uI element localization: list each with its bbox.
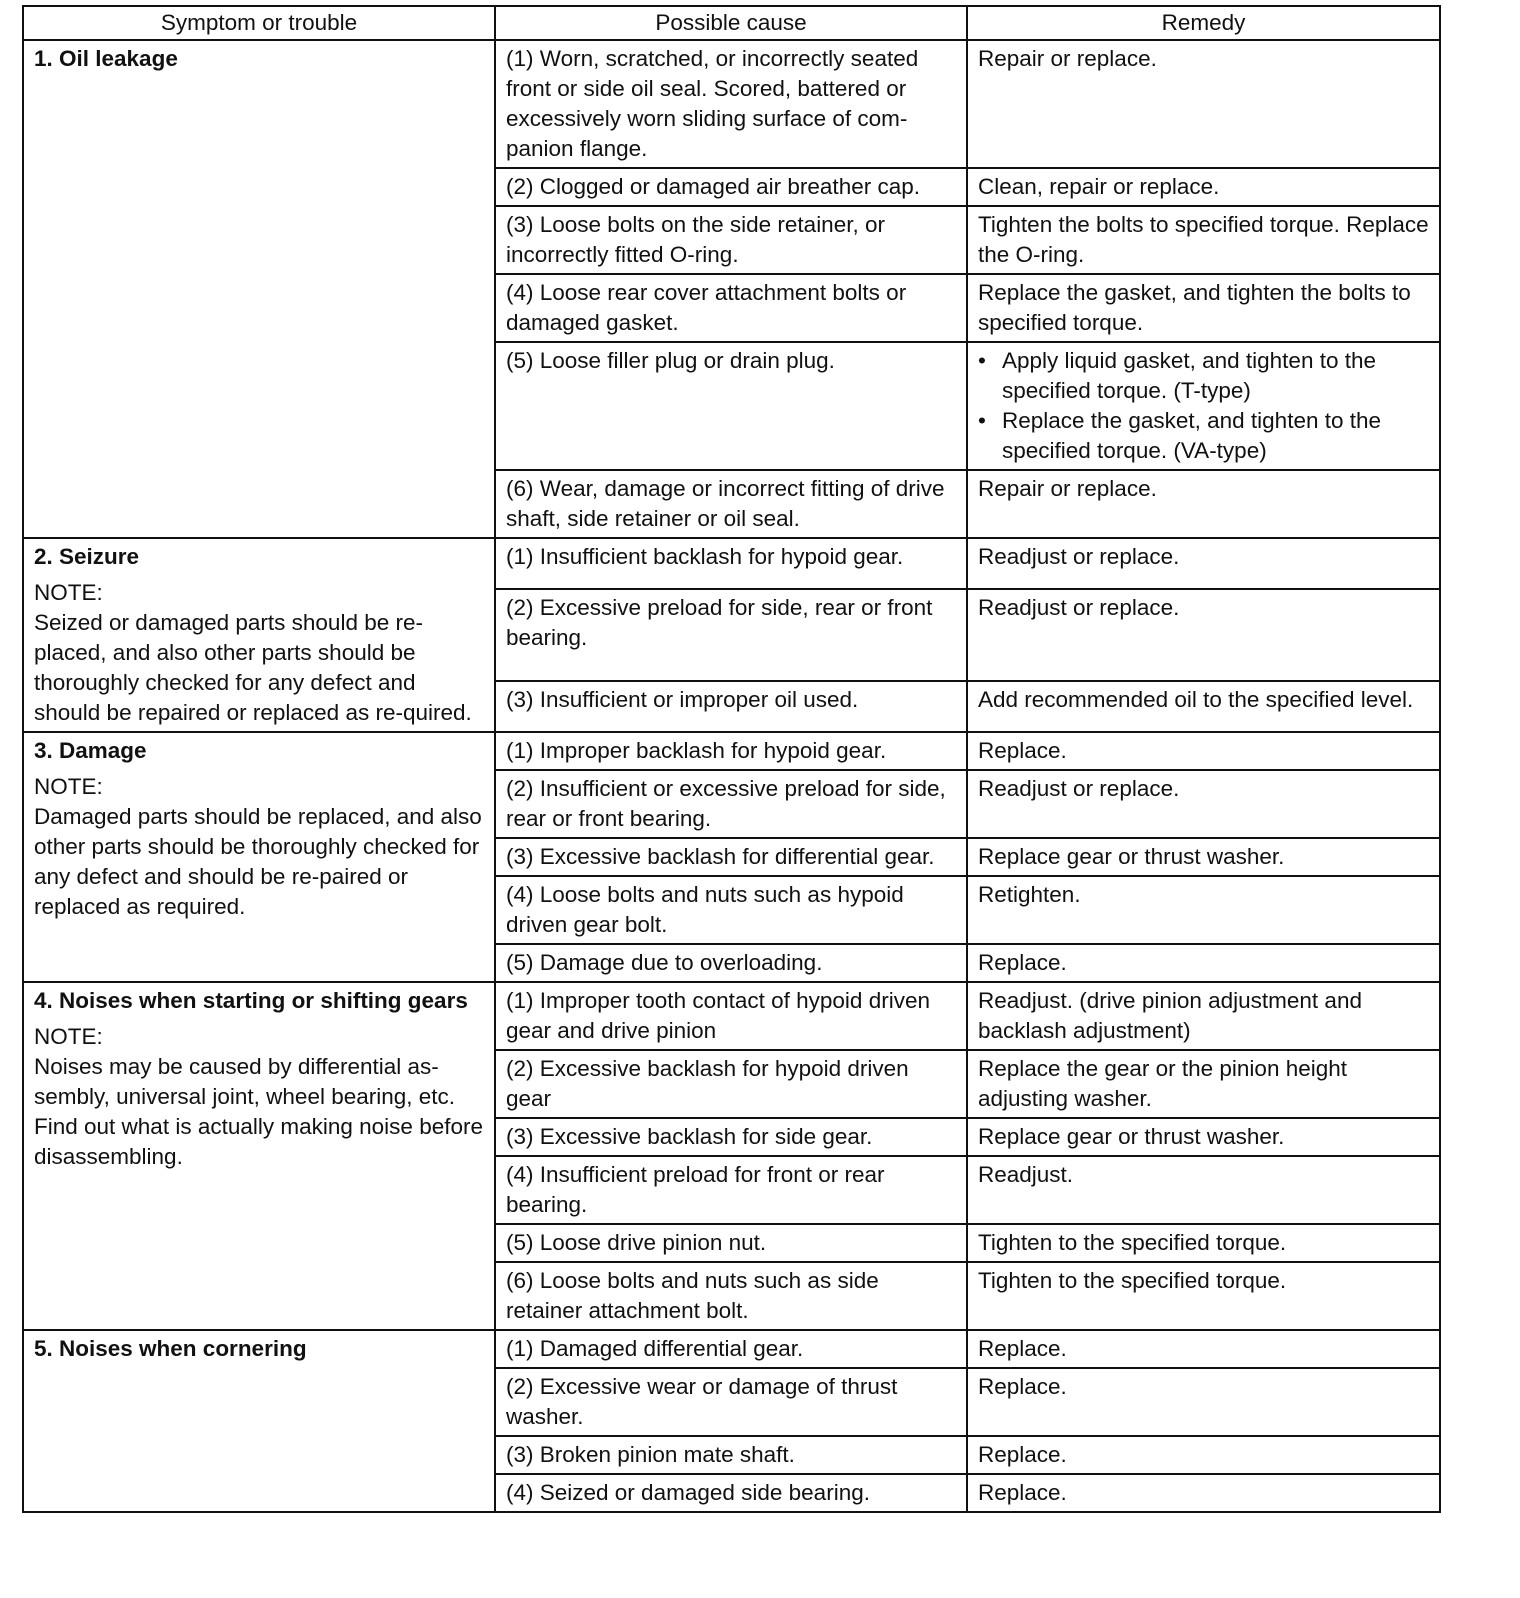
symptom-title: 1. Oil leakage <box>34 46 178 71</box>
remedy-bullet <box>978 406 1429 466</box>
table-body <box>23 40 1440 1512</box>
symptom-cell <box>23 1330 495 1512</box>
note-label: NOTE: <box>34 580 103 605</box>
troubleshooting-table <box>22 5 1441 1513</box>
remedy-cell: Tighten to the specified torque. <box>967 1224 1440 1262</box>
table-row <box>23 732 1440 770</box>
cause-cell: (5) Loose drive pinion nut. <box>495 1224 967 1262</box>
symptom-cell <box>23 732 495 982</box>
cause-cell: (6) Wear, damage or incorrect fitting of drive shaft, side retainer or oil seal. <box>495 470 967 538</box>
remedy-cell: Replace. <box>967 944 1440 982</box>
cause-cell: (5) Damage due to overloading. <box>495 944 967 982</box>
symptom-title: 3. Damage <box>34 738 147 763</box>
table-row <box>23 40 1440 168</box>
header-cause: Possible cause <box>495 6 967 40</box>
table-row <box>23 1330 1440 1368</box>
remedy-cell: Replace. <box>967 732 1440 770</box>
symptom-cell <box>23 538 495 732</box>
bullet-icon: • <box>978 348 986 373</box>
cause-cell: (3) Excessive backlash for side gear. <box>495 1118 967 1156</box>
cause-cell: (3) Broken pinion mate shaft. <box>495 1436 967 1474</box>
remedy-cell: Replace. <box>967 1474 1440 1512</box>
symptom-cell <box>23 982 495 1330</box>
cause-cell: (1) Improper tooth contact of hypoid driven gear and drive pinion <box>495 982 967 1050</box>
remedy-cell: Replace. <box>967 1368 1440 1436</box>
remedy-cell: Replace the gasket, and tighten the bolts to specified torque. <box>967 274 1440 342</box>
table-row <box>23 982 1440 1050</box>
cause-cell: (1) Worn, scratched, or incorrectly seated front or side oil seal. Scored, battered or excessively worn sliding surface of com-panion flange. <box>495 40 967 168</box>
note-text: Noises may be caused by differential as-sembly, universal joint, wheel bearing, etc. Find out what is actually making noise before disassembling. <box>34 1054 483 1169</box>
remedy-cell: Readjust. (drive pinion adjustment and backlash adjustment) <box>967 982 1440 1050</box>
remedy-cell: Readjust or replace. <box>967 770 1440 838</box>
cause-cell: (1) Damaged differential gear. <box>495 1330 967 1368</box>
cause-cell: (3) Excessive backlash for differential gear. <box>495 838 967 876</box>
remedy-cell: Replace. <box>967 1436 1440 1474</box>
note-label: NOTE: <box>34 1024 103 1049</box>
remedy-cell: Add recommended oil to the specified level. <box>967 681 1440 732</box>
symptom-cell <box>23 40 495 538</box>
remedy-cell: Replace the gear or the pinion height adjusting washer. <box>967 1050 1440 1118</box>
remedy-cell: Readjust. <box>967 1156 1440 1224</box>
cause-cell: (2) Excessive preload for side, rear or front bearing. <box>495 589 967 681</box>
remedy-bullet-text: Apply liquid gasket, and tighten to the specified torque. (T-type) <box>1002 348 1377 403</box>
bullet-icon: • <box>978 408 986 433</box>
cause-cell: (4) Loose rear cover attachment bolts or damaged gasket. <box>495 274 967 342</box>
symptom-title: 2. Seizure <box>34 544 140 569</box>
cause-cell: (4) Insufficient preload for front or rear bearing. <box>495 1156 967 1224</box>
remedy-cell: Repair or replace. <box>967 470 1440 538</box>
remedy-cell: Tighten to the specified torque. <box>967 1262 1440 1330</box>
remedy-cell: Replace gear or thrust washer. <box>967 1118 1440 1156</box>
cause-cell: (5) Loose filler plug or drain plug. <box>495 342 967 470</box>
cause-cell: (4) Seized or damaged side bearing. <box>495 1474 967 1512</box>
note-text: Seized or damaged parts should be re-placed, and also other parts should be thoroughly checked for any defect and should be repaired or replaced as re-quired. <box>34 610 472 725</box>
remedy-cell: Replace. <box>967 1330 1440 1368</box>
remedy-bullet-text: Replace the gasket, and tighten to the specified torque. (VA-type) <box>1002 408 1382 463</box>
cause-cell: (2) Insufficient or excessive preload for side, rear or front bearing. <box>495 770 967 838</box>
header-symptom: Symptom or trouble <box>23 6 495 40</box>
note-text: Damaged parts should be replaced, and also other parts should be thoroughly checked for any defect and should be re-paired or replaced as required. <box>34 804 482 919</box>
symptom-title: 4. Noises when starting or shifting gears <box>34 988 468 1013</box>
remedy-cell: Replace gear or thrust washer. <box>967 838 1440 876</box>
cause-cell: (3) Loose bolts on the side retainer, or incorrectly fitted O-ring. <box>495 206 967 274</box>
symptom-title: 5. Noises when cornering <box>34 1336 307 1361</box>
cause-cell: (2) Clogged or damaged air breather cap. <box>495 168 967 206</box>
remedy-bullet <box>978 346 1429 406</box>
cause-cell: (3) Insufficient or improper oil used. <box>495 681 967 732</box>
cause-cell: (2) Excessive wear or damage of thrust washer. <box>495 1368 967 1436</box>
cause-cell: (2) Excessive backlash for hypoid driven gear <box>495 1050 967 1118</box>
remedy-cell: Clean, repair or replace. <box>967 168 1440 206</box>
remedy-cell: Tighten the bolts to specified torque. Replace the O-ring. <box>967 206 1440 274</box>
remedy-cell <box>967 342 1440 470</box>
note-label: NOTE: <box>34 774 103 799</box>
header-remedy: Remedy <box>967 6 1440 40</box>
cause-cell: (1) Insufficient backlash for hypoid gear. <box>495 538 967 589</box>
cause-cell: (1) Improper backlash for hypoid gear. <box>495 732 967 770</box>
remedy-cell: Repair or replace. <box>967 40 1440 168</box>
cause-cell: (6) Loose bolts and nuts such as side retainer attachment bolt. <box>495 1262 967 1330</box>
cause-cell: (4) Loose bolts and nuts such as hypoid driven gear bolt. <box>495 876 967 944</box>
table-row <box>23 538 1440 589</box>
remedy-cell: Readjust or replace. <box>967 589 1440 681</box>
remedy-cell: Readjust or replace. <box>967 538 1440 589</box>
table-header-row <box>23 6 1440 40</box>
remedy-cell: Retighten. <box>967 876 1440 944</box>
